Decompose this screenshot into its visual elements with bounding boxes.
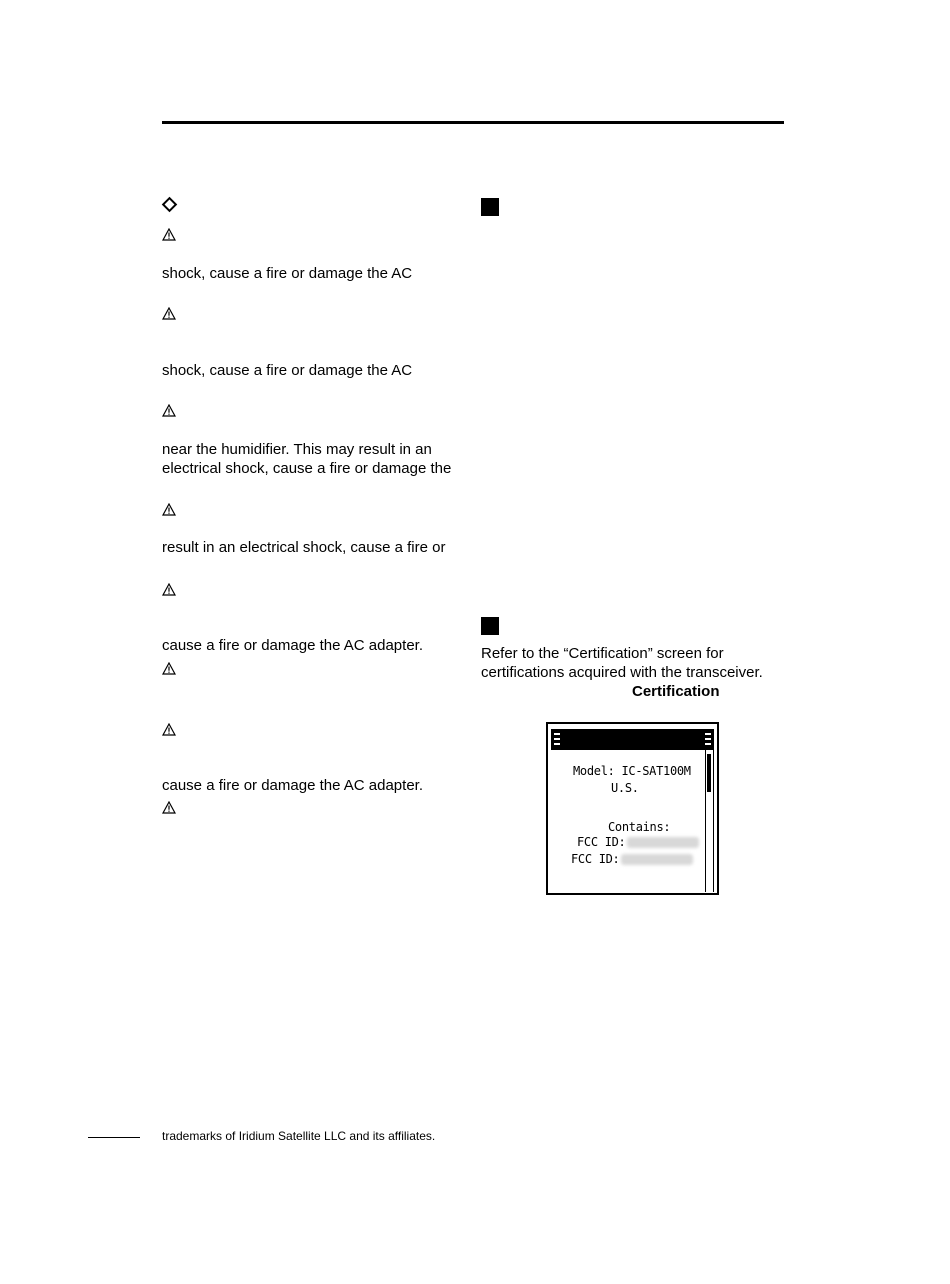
screen-title-bar — [551, 729, 714, 750]
warning-triangle-icon — [162, 404, 178, 420]
warning-text-line: result in an electrical shock, cause a fire or — [162, 539, 446, 556]
screen-fcc-row — [577, 835, 699, 849]
section-square-icon — [481, 198, 499, 216]
screen-region: U.S. — [611, 781, 639, 795]
footnote-text: trademarks of Iridium Satellite LLC and its affiliates. — [162, 1129, 436, 1143]
scrollbar-thumb — [707, 754, 711, 792]
screen-fcc-label: FCC ID: — [577, 835, 626, 849]
warning-triangle-icon — [162, 228, 178, 244]
scrollbar-border — [713, 750, 714, 892]
footnote-rule — [88, 1137, 140, 1138]
warning-triangle-icon — [162, 503, 178, 519]
scrollbar-track — [705, 750, 706, 892]
certification-intro-line: Refer to the “Certification” screen for — [481, 645, 724, 662]
menu-icon — [554, 733, 560, 746]
screen-fcc-row — [571, 852, 693, 866]
certification-heading: Certification — [632, 683, 720, 700]
warning-triangle-icon — [162, 307, 178, 323]
warning-text-line: near the humidifier. This may result in an — [162, 441, 432, 458]
redacted-value — [627, 837, 699, 848]
header-rule — [162, 121, 784, 124]
warning-triangle-icon — [162, 662, 178, 678]
section-square-icon — [481, 617, 499, 635]
screen-fcc-label: FCC ID: — [571, 852, 620, 866]
certification-intro-line: certifications acquired with the transceiver. — [481, 664, 763, 681]
menu-icon — [705, 733, 711, 746]
diamond-bullet-icon — [162, 197, 178, 213]
warning-triangle-icon — [162, 723, 178, 739]
warning-text-line: shock, cause a fire or damage the AC — [162, 265, 413, 282]
redacted-value — [621, 854, 693, 865]
warning-text-line: shock, cause a fire or damage the AC — [162, 362, 413, 379]
certification-screen — [546, 722, 719, 895]
screen-model: Model: IC-SAT100M — [573, 764, 691, 778]
warning-triangle-icon — [162, 801, 178, 817]
warning-text-line: electrical shock, cause a fire or damage the — [162, 460, 452, 477]
warning-triangle-icon — [162, 583, 178, 599]
warning-text-line: cause a fire or damage the AC adapter. — [162, 777, 423, 794]
warning-text-line: cause a fire or damage the AC adapter. — [162, 637, 423, 654]
screen-contains: Contains: — [608, 820, 671, 834]
